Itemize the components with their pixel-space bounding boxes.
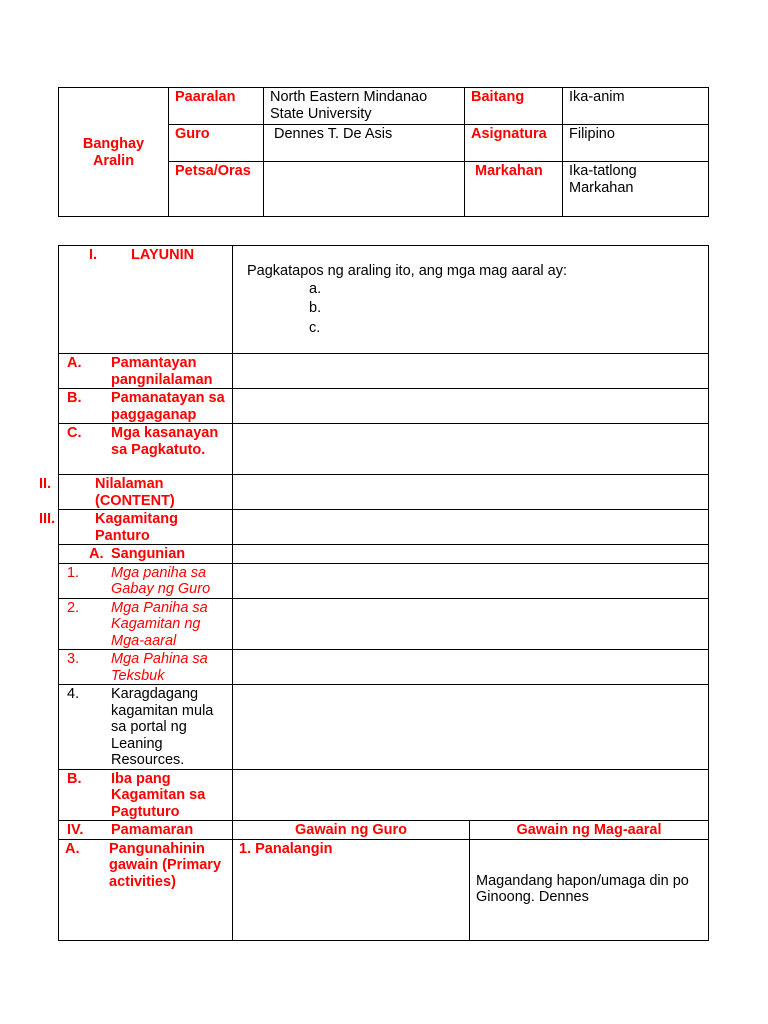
pamantayan-b-label: Pamanatayan sa paggaganap [111, 390, 225, 423]
sub3-label: Mga Pahina sa Teksbuk [111, 651, 208, 684]
kasanayan-cell [59, 424, 233, 475]
sub2-row [59, 598, 709, 650]
iba-pang-value [233, 769, 709, 821]
layunin-label: LAYUNIN [131, 247, 195, 263]
lesson-plan-title-cell [59, 88, 169, 217]
pamamaraan-label: Pamamaran [111, 822, 194, 838]
pamanatayan-paggaganap-cell [59, 389, 233, 424]
sub4-cell [59, 685, 233, 770]
layunin-item-a: a. [309, 280, 322, 297]
pamantayan-a-label: Pamantayan pangnilalaman [111, 355, 213, 388]
sub3-value [233, 650, 709, 685]
nilalaman-row [59, 475, 709, 510]
pangunahin-label: Pangunahinin gawain (Primary activities) [109, 840, 222, 890]
layunin-item-c: c. [309, 319, 321, 336]
iba-pang-cell [59, 769, 233, 821]
kasanayan-value [233, 424, 709, 475]
pangunahin-cell [59, 839, 233, 940]
kasanayan-row [59, 424, 709, 475]
kagamitan-row [59, 510, 709, 545]
pamantayan-pangnilalaman-cell [59, 354, 233, 389]
lesson-plan-title: Banghay Aralin [82, 136, 145, 169]
pangunahin-number: A. [65, 840, 80, 857]
lesson-plan-table [39, 245, 709, 941]
sub4-value [233, 685, 709, 770]
baitang-label: Baitang [465, 88, 563, 125]
pamantayan-a-number: A. [67, 355, 82, 371]
layunin-intro: Pagkatapos ng araling ito, ang mga mag aaral ay: [247, 263, 568, 279]
sub2-value [233, 598, 709, 650]
layunin-content-cell [233, 246, 709, 354]
kasanayan-c-number: C. [67, 425, 82, 441]
layunin-item-b: b. [309, 300, 322, 316]
gawain-guro-header: Gawain ng Guro [233, 821, 470, 840]
asignatura-label: Asignatura [465, 125, 563, 162]
pamamaraan-number: IV. [67, 822, 84, 838]
kagamitan-number: III. [39, 511, 56, 527]
sub4-number: 4. [67, 686, 80, 702]
sub1-number: 1. [67, 564, 80, 581]
sangunian-label: Sangunian [111, 546, 186, 562]
paaralan-label: Paaralan [169, 88, 264, 125]
sub1-value [233, 563, 709, 598]
pangunahin-row [59, 839, 709, 940]
pamantayan-pangnilalaman-value [233, 354, 709, 389]
sub2-number: 2. [67, 599, 80, 616]
sangunian-cell [59, 545, 233, 564]
petsa-oras-label: Petsa/Oras [169, 162, 264, 217]
nilalaman-label: Nilalaman (CONTENT) [95, 476, 175, 509]
gawain-magaaral-header: Gawain ng Mag-aaral [470, 821, 709, 840]
kagamitan-label: Kagamitang Panturo [95, 511, 178, 544]
layunin-number: I. [89, 247, 98, 263]
pangunahin-magaaral: Magandang hapon/umaga din po Ginoong. Dennes [470, 839, 709, 940]
markahan-value: Ika-tatlong Markahan [563, 162, 709, 217]
pangunahin-guro: 1. Panalangin [233, 839, 470, 940]
asignatura-value: Filipino [563, 125, 709, 162]
kagamitan-cell [39, 510, 233, 545]
nilalaman-cell [39, 475, 233, 510]
header-table [58, 87, 709, 217]
kagamitan-value [233, 510, 709, 545]
markahan-label: Markahan [465, 162, 563, 217]
sub1-label: Mga paniha sa Gabay ng Guro [111, 564, 211, 597]
sub2-cell [59, 598, 233, 650]
layunin-label-cell [59, 246, 233, 354]
sangunian-value [233, 545, 709, 564]
iba-pang-number: B. [67, 770, 82, 787]
guro-value: Dennes T. De Asis [264, 125, 465, 162]
kasanayan-c-label: Mga kasanayan sa Pagkatuto. [111, 425, 219, 458]
pamanatayan-paggaganap-row [59, 389, 709, 424]
iba-pang-row [59, 769, 709, 821]
sub4-label: Karagdagang kagamitan mula sa portal ng Leaning Resources. [111, 686, 214, 768]
sub3-cell [59, 650, 233, 685]
paaralan-value: North Eastern Mindanao State University [264, 88, 465, 125]
sub2-label: Mga Paniha sa Kagamitan ng Mga-aaral [111, 599, 208, 649]
nilalaman-number: II. [39, 476, 52, 492]
sub1-row [59, 563, 709, 598]
layunin-row [59, 246, 709, 354]
sub1-cell [59, 563, 233, 598]
pamantayan-pangnilalaman-row [59, 354, 709, 389]
iba-pang-label: Iba pang Kagamitan sa Pagtuturo [111, 770, 206, 820]
sub3-row [59, 650, 709, 685]
sangunian-number: A. [89, 546, 104, 562]
petsa-oras-value [264, 162, 465, 217]
pamamaraan-cell [59, 821, 233, 840]
nilalaman-value [233, 475, 709, 510]
sangunian-row [59, 545, 709, 564]
pamanatayan-paggaganap-value [233, 389, 709, 424]
guro-label: Guro [169, 125, 264, 162]
pamantayan-b-number: B. [67, 390, 82, 406]
pamamaraan-header-row [59, 821, 709, 840]
sub4-row [59, 685, 709, 770]
sub3-number: 3. [67, 651, 80, 667]
baitang-value: Ika-anim [563, 88, 709, 125]
